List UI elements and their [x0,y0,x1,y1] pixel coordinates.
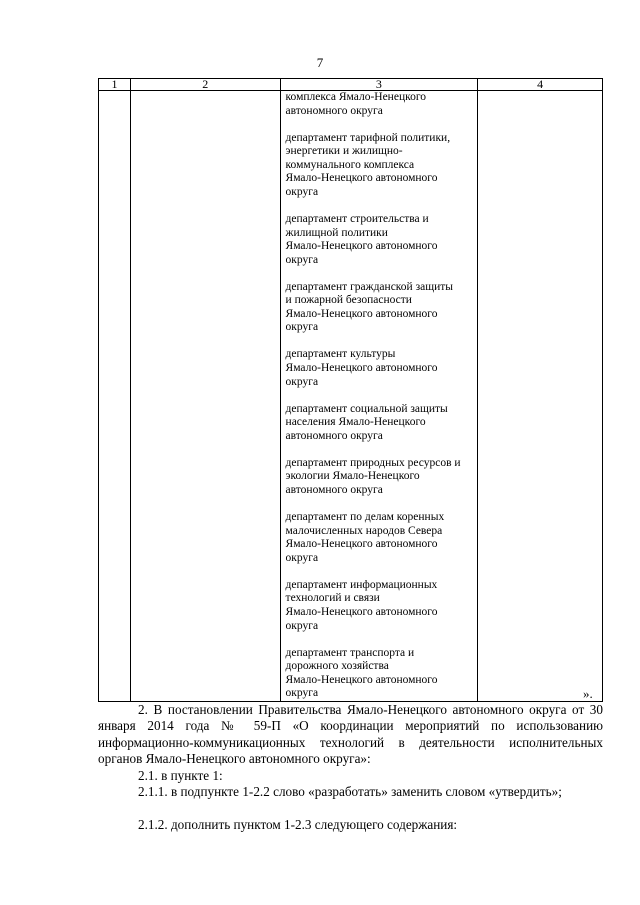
department-entry: департамент гражданской защиты и пожарной безопасности Ямало-Ненецкого автономного округа [285,280,453,334]
department-entry: департамент транспорта и дорожного хозяйства Ямало-Ненецкого автономного округа [285,646,438,700]
table-cell-col2 [130,91,280,702]
departments-cell [280,91,478,702]
column-header-1: 1 [99,79,131,91]
department-entry: департамент строительства и жилищной политики Ямало-Ненецкого автономного округа [285,212,438,266]
department-entry: департамент природных ресурсов и экологии Ямало-Ненецкого автономного округа [285,456,461,496]
column-header-4: 4 [478,79,603,91]
table-header-row [99,79,603,91]
department-entry: департамент тарифной политики, энергетики и жилищно- коммунального комплекса Ямало-Ненецкого автономного округа [285,131,451,198]
table-row [99,91,603,702]
paragraph-item-2-1: 2.1. в пункте 1: [138,768,223,783]
departments-table [98,78,603,702]
paragraph-amendment-intro: 2. В постановлении Правительства Ямало-Ненецкого автономного округа от 30 января 2014 года № 59-П «О координации мероприятий по использованию информационно-коммуникационных технологий в деятельности исполнительных органов Ямало-Ненецкого автономного округа»: [98,702,603,767]
paragraph-item-2-1-2: 2.1.2. дополнить пунктом 1-2.3 следующего содержания: [138,817,458,832]
department-entry: комплекса Ямало-Ненецкого автономного округа [285,91,427,117]
page-number: 7 [316,55,324,70]
department-entry: департамент культуры Ямало-Ненецкого автономного округа [285,348,438,388]
table-cell-col4 [478,91,603,702]
column-header-2: 2 [130,79,280,91]
department-entry: департамент социальной защиты населения Ямало-Ненецкого автономного округа [285,402,448,442]
department-entry: департамент информационных технологий и связи Ямало-Ненецкого автономного округа [285,578,438,632]
department-entry: департамент по делам коренных малочисленных народов Севера Ямало-Ненецкого автономного округа [285,510,445,564]
paragraph-item-2-1-1: 2.1.1. в подпункте 1-2.2 слово «разработать» заменить словом «утвердить»; [138,784,562,799]
table-cell-col1 [99,91,131,702]
column-header-3: 3 [280,79,478,91]
closing-quote: ». [583,686,593,701]
